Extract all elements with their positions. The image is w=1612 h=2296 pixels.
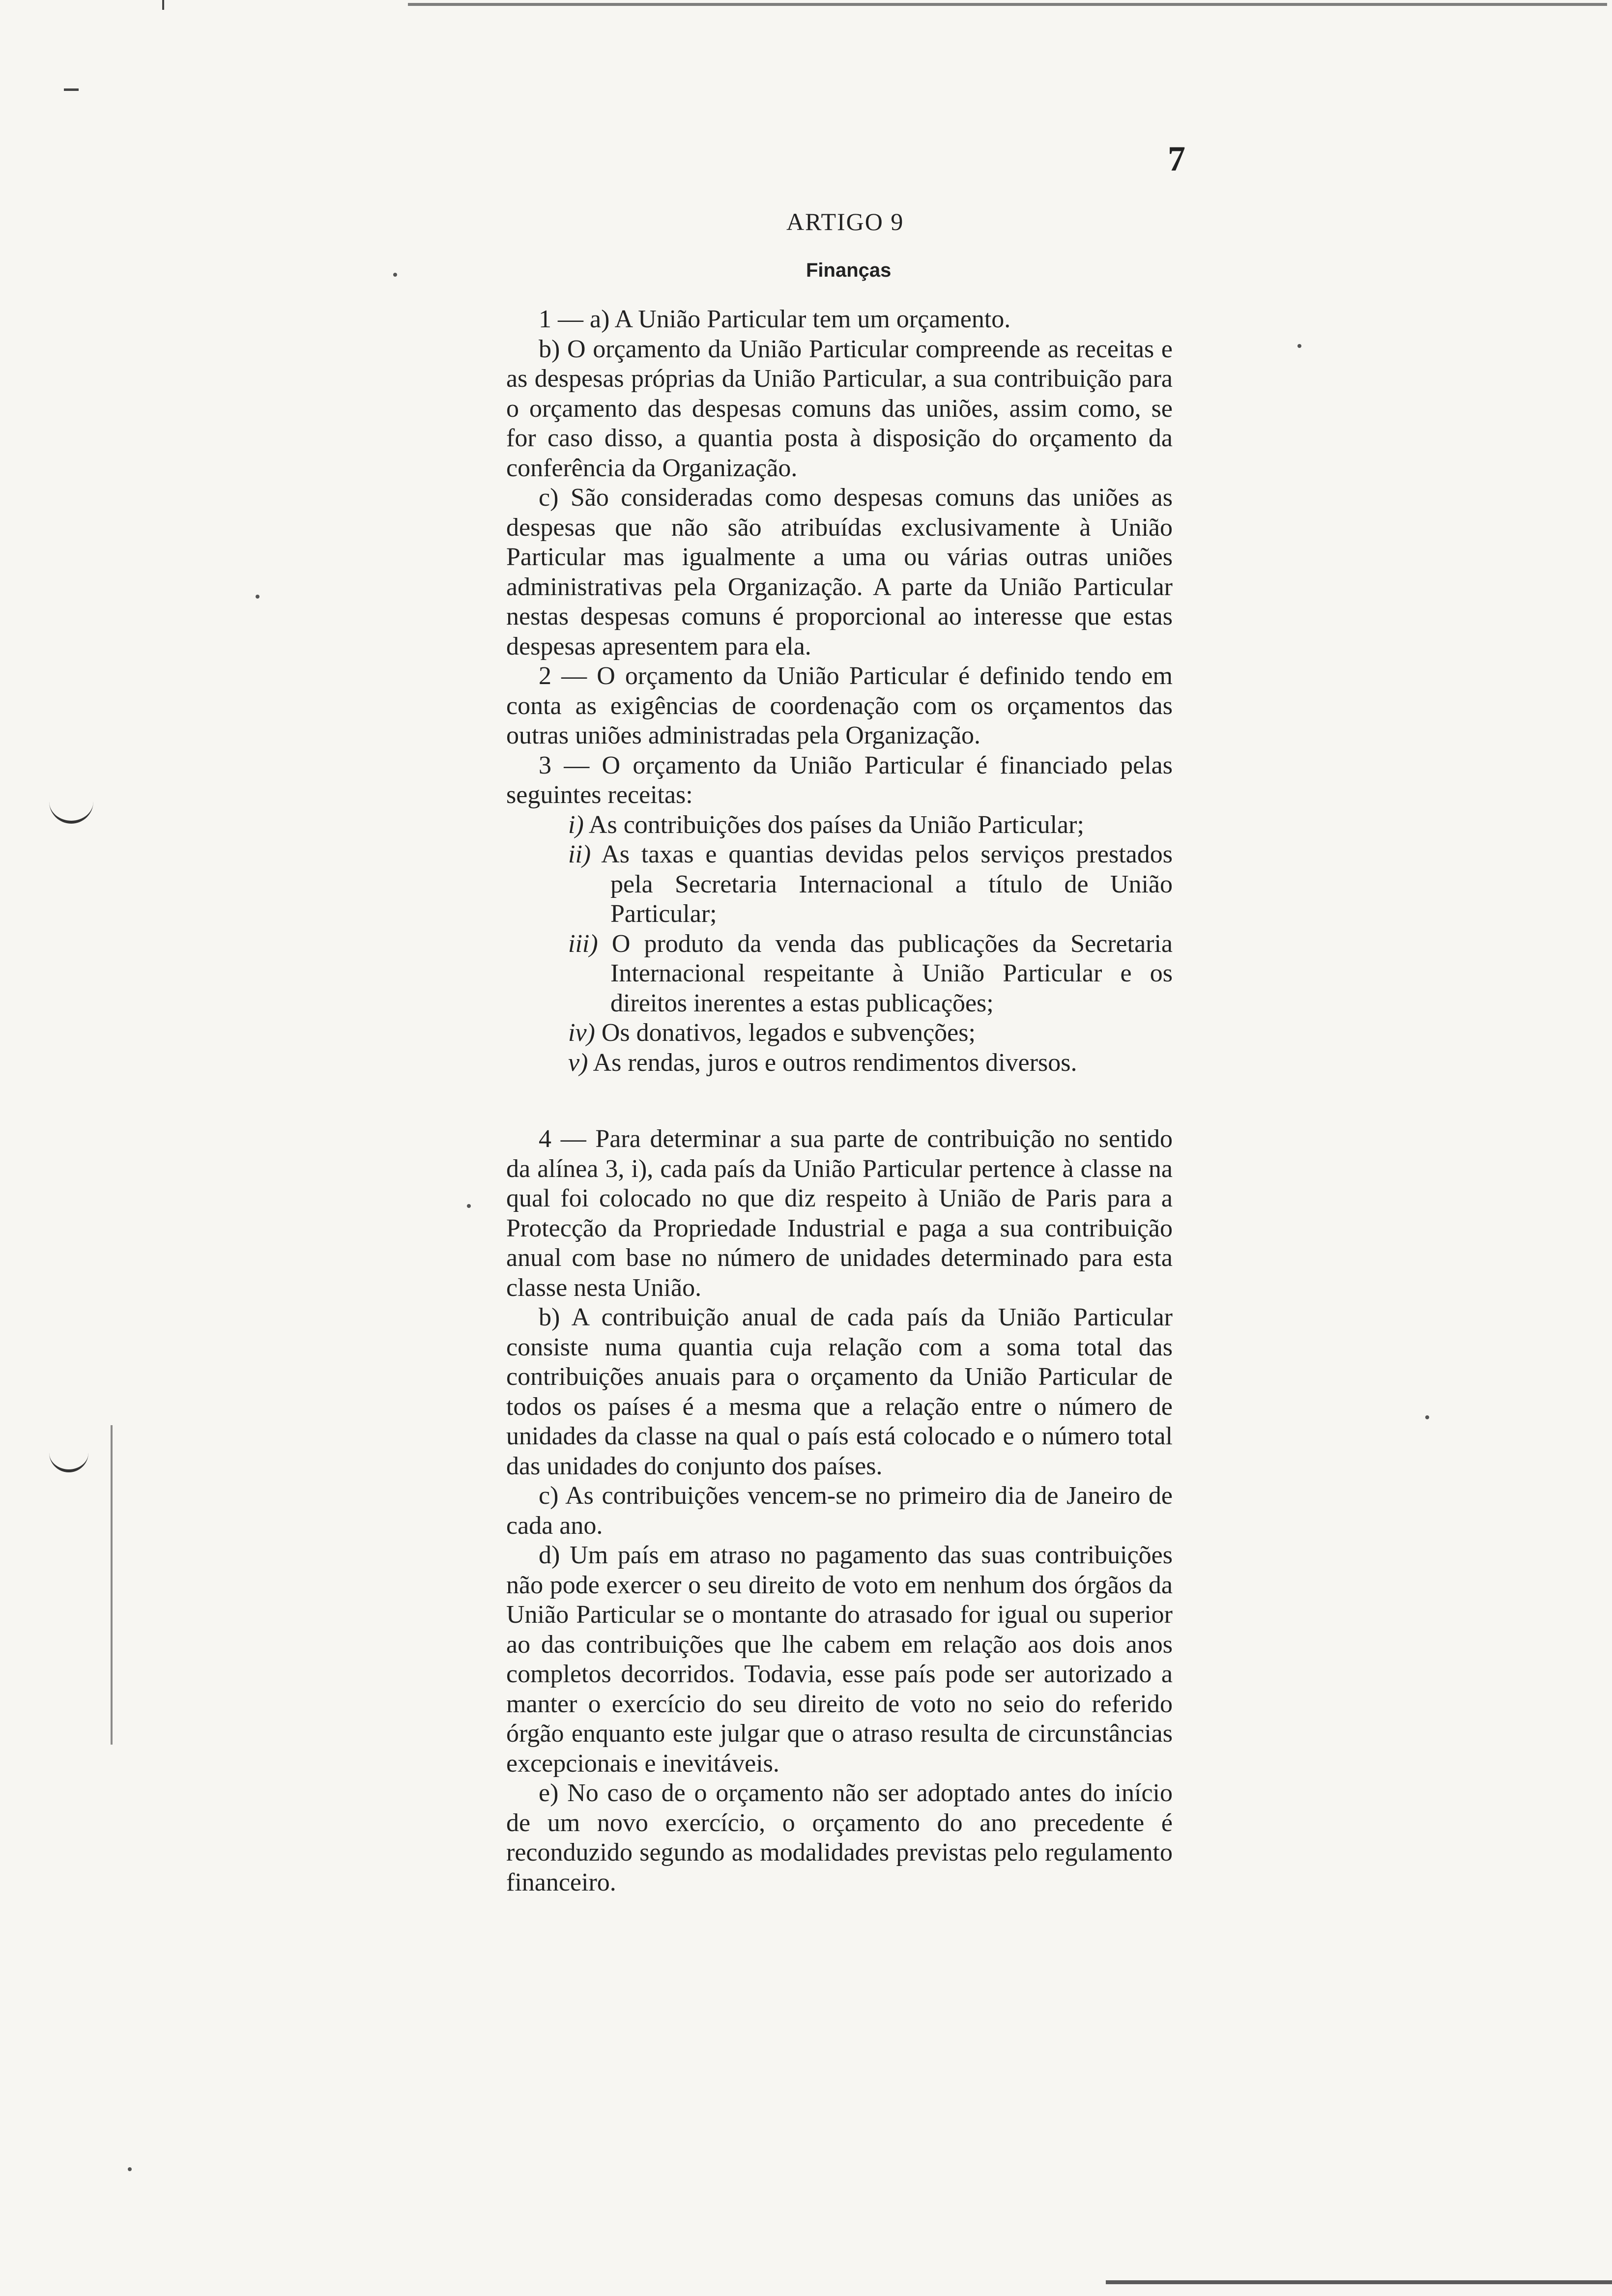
list-marker: v) (568, 1048, 588, 1077)
binding-mark (64, 88, 79, 91)
speck (393, 273, 397, 277)
list-item (568, 840, 1173, 929)
paragraph-2: 2 — O orçamento da União Particular é definido tendo em conta as exigências de coordenação com os orçamentos das outras uniões administradas pela Organização. (506, 662, 1173, 749)
list-marker: iv) (568, 1019, 595, 1047)
binding-mark (162, 0, 164, 10)
paragraph-1b: b) O orçamento da União Particular compreende as receitas e as despesas próprias da União Particular, a sua contribuição para o orçamento das despesas comuns das uniões, assim como, se for caso disso, a quantia posta à disposição do orçamento da conferência da Organização. (506, 335, 1173, 482)
paragraph-1c: c) São consideradas como despesas comuns das uniões as despesas que não são atribuídas exclusivamente à União Particular mas igualmente a uma ou várias outras uniões administrativas pela Organização. A parte da União Particular nestas despesas comuns é proporcional ao interesse que estas despesas apresentem para ela. (506, 484, 1173, 660)
list-item (568, 1018, 1173, 1048)
scan-border-bottom (1106, 2280, 1612, 2284)
paragraph-4a: 4 — Para determinar a sua parte de contribuição no sentido da alínea 3, i), cada país da União Particular pertence à classe na qual foi colocado no que diz respeito à União de Paris para a Protecção da Propriedade Industrial e paga a sua contribuição anual com base no número de unidades determinado para esta classe nesta União. (506, 1125, 1173, 1302)
speck (467, 1204, 471, 1208)
list-marker: i) (568, 810, 584, 839)
speck (128, 2167, 132, 2171)
list-item (568, 1048, 1173, 1078)
list-item-text: As contribuições dos países da União Particular; (588, 810, 1084, 839)
binding-hole-mark (49, 801, 93, 824)
article-subtitle: Finanças (806, 259, 892, 281)
scan-border-top (408, 3, 1607, 6)
speck (1297, 344, 1301, 348)
list-marker: ii) (568, 840, 591, 868)
list-item-text: As rendas, juros e outros rendimentos diversos. (593, 1048, 1077, 1077)
receitas-list (506, 810, 1173, 1078)
speck (1425, 1415, 1429, 1419)
margin-line (111, 1425, 113, 1745)
paragraph-1a: 1 — a) A União Particular tem um orçamento. (539, 305, 1011, 333)
list-marker: iii) (568, 929, 598, 958)
paragraph-3: 3 — O orçamento da União Particular é financiado pelas seguintes receitas: (506, 751, 1173, 809)
page-number: 7 (1168, 139, 1185, 178)
binding-hole-mark (49, 1450, 88, 1472)
list-item (568, 810, 1173, 840)
paragraph-4e: e) No caso de o orçamento não ser adoptado antes do início de um novo exercício, o orçamento do ano precedente é reconduzido segundo as modalidades previstas pelo regulamento financeiro. (506, 1779, 1173, 1896)
list-item-text: As taxas e quantias devidas pelos serviços prestados pela Secretaria Internacional a título de União Particular; (601, 840, 1173, 928)
list-item (568, 929, 1173, 1019)
article-body (506, 305, 1173, 1897)
speck (256, 595, 259, 599)
paragraph-4d: d) Um país em atraso no pagamento das suas contribuições não pode exercer o seu direito de voto em nenhum dos órgãos da União Particular se o montante do atrasado for igual ou superior ao das contribuições que lhe cabem em relação aos dois anos completos decorridos. Todavia, esse país pode ser autorizado a manter o exercício do seu direito de voto no seio do referido órgão enquanto este julgar que o atraso resulta de circunstâncias excepcionais e inevitáveis. (506, 1541, 1173, 1778)
paragraph-4b: b) A contribuição anual de cada país da União Particular consiste numa quantia cuja relação com a soma total das contribuições anuais para o orçamento da União Particular de todos os países é a mesma que a relação entre o número de unidades da classe na qual o país está colocado e o número total das unidades do conjunto dos países. (506, 1303, 1173, 1480)
list-item-text: Os donativos, legados e subvenções; (601, 1019, 976, 1047)
paragraph-4c: c) As contribuições vencem-se no primeiro dia de Janeiro de cada ano. (506, 1482, 1173, 1540)
article-title: ARTIGO 9 (786, 208, 904, 235)
list-item-text: O produto da venda das publicações da Secretaria Internacional respeitante à União Particular e os direitos inerentes a estas publicações; (610, 929, 1173, 1017)
